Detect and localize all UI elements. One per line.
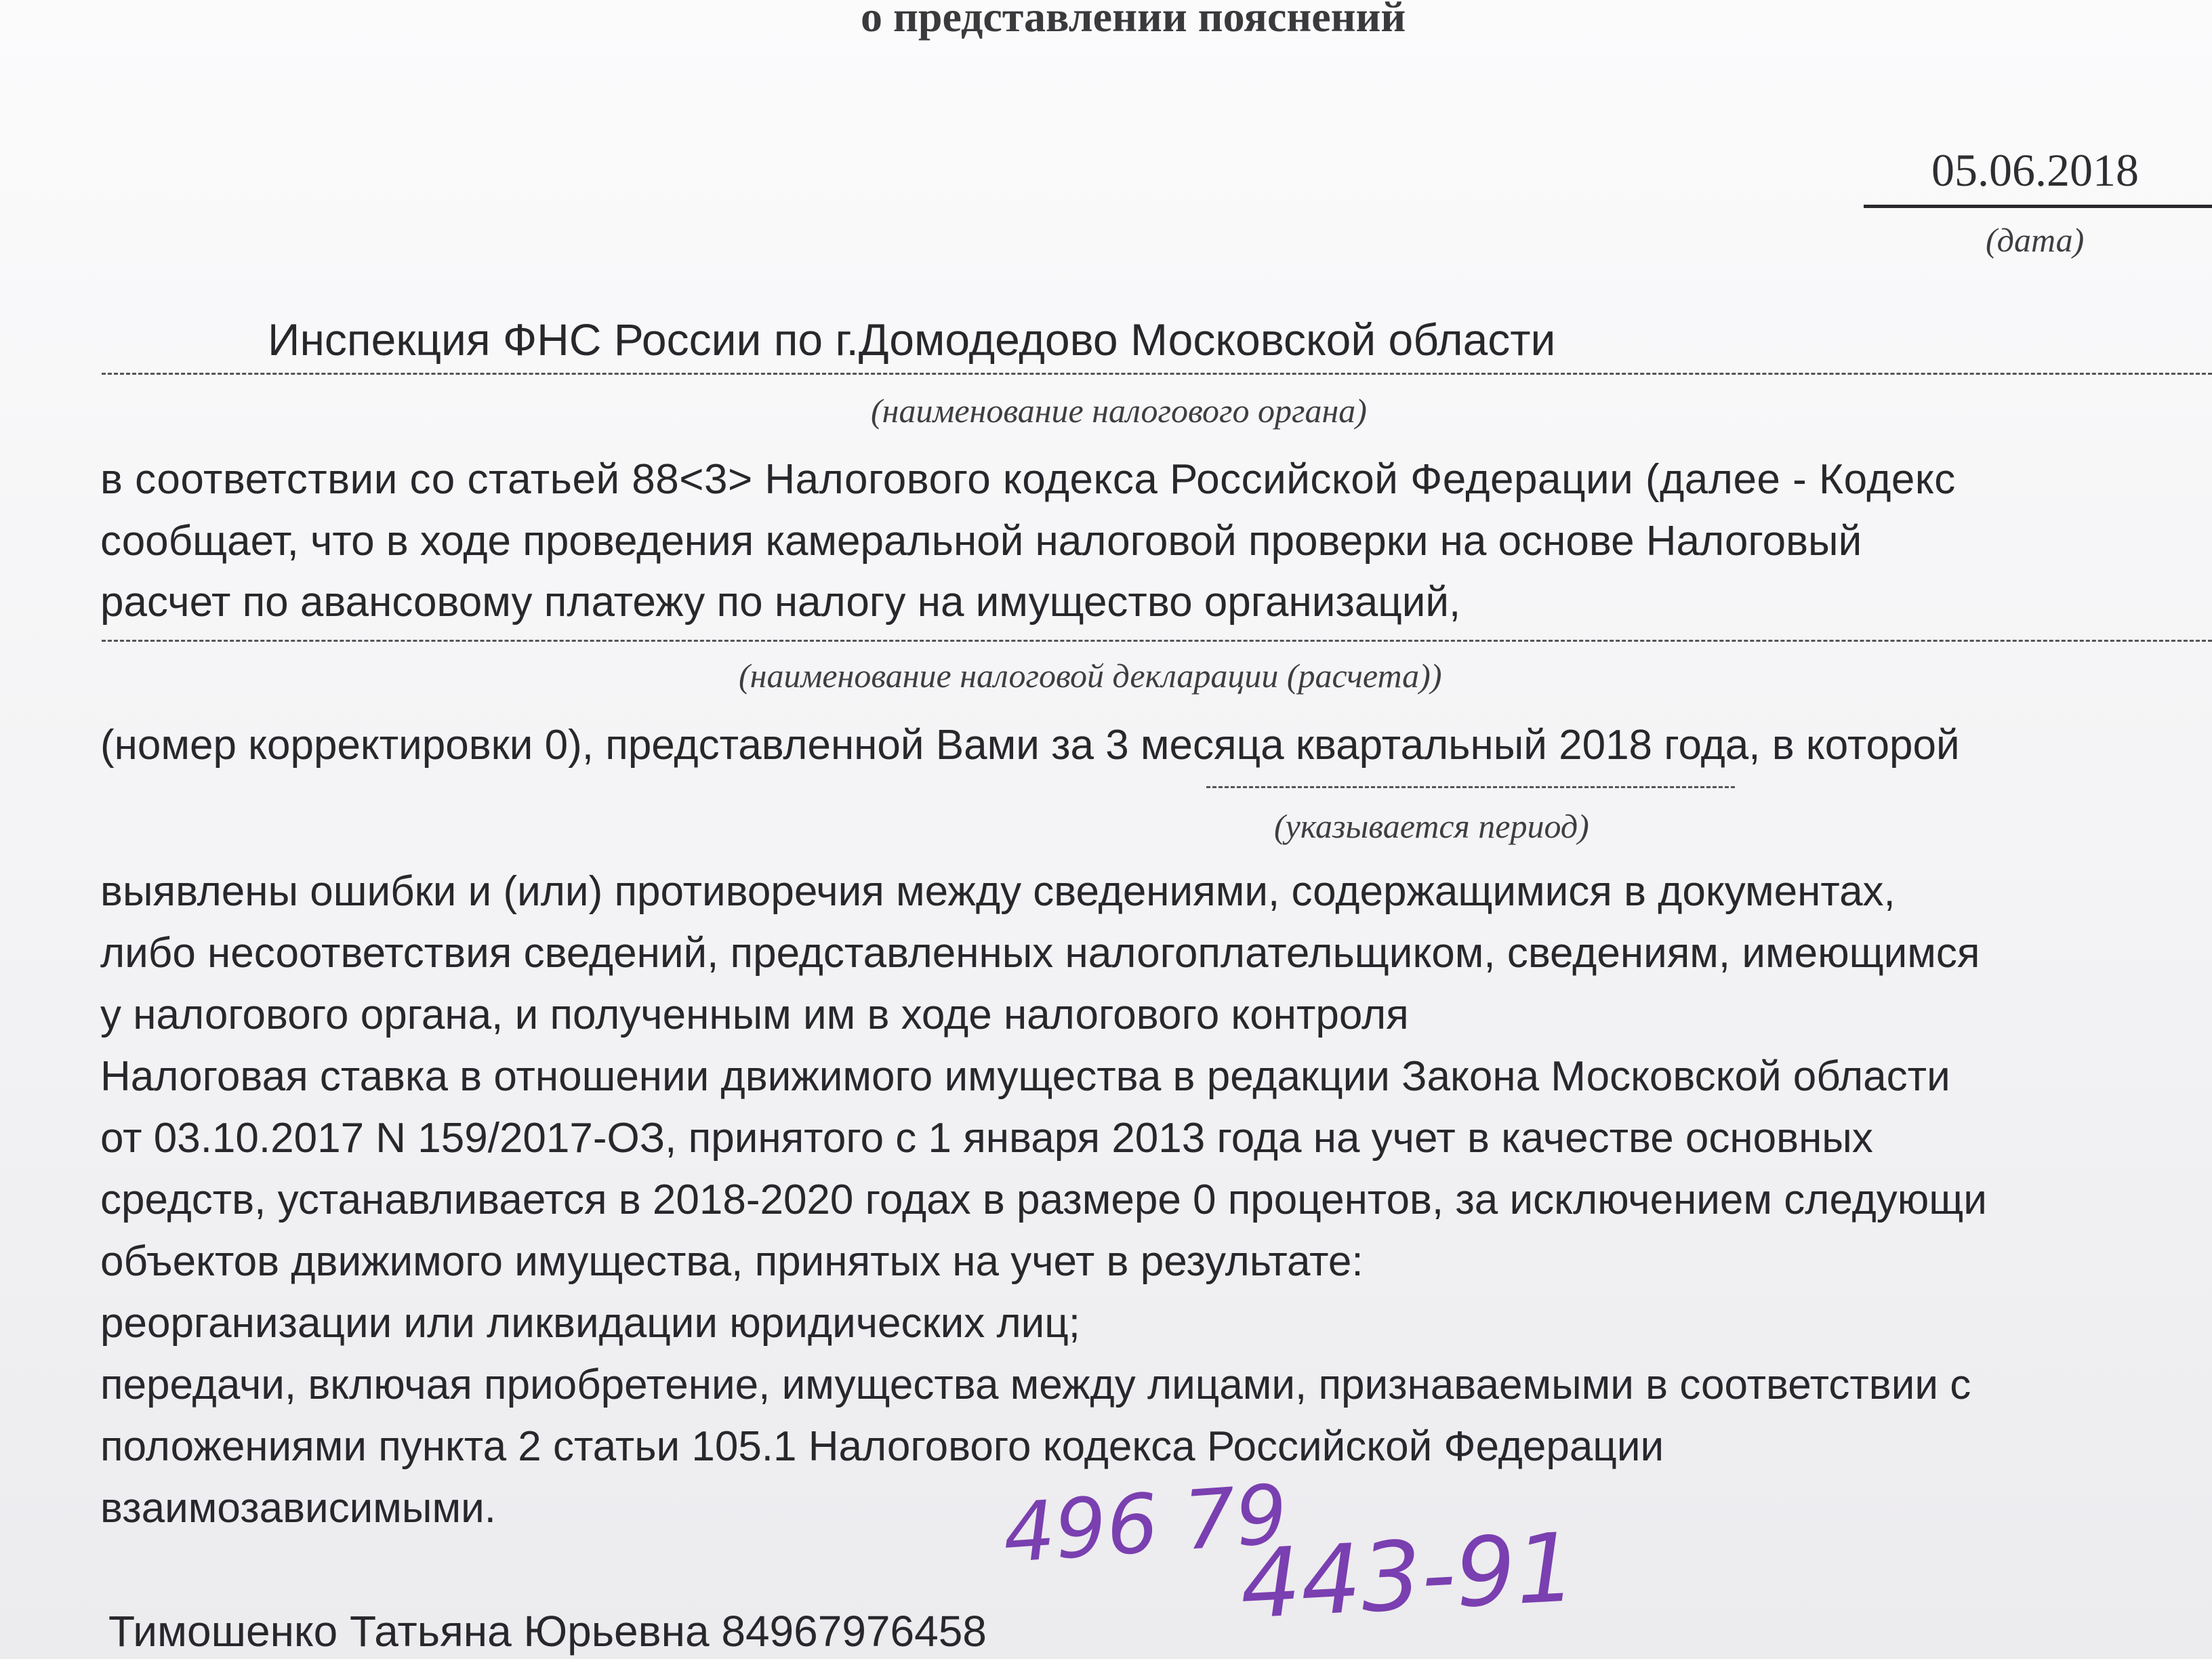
authority-label: (наименование налогового органа) xyxy=(871,392,1367,430)
body-line-1: в соответствии со статьей 88<3> Налогового кодекса Российской Федерации (далее - Кодекс xyxy=(100,456,1956,503)
paragraph-line: реорганизации или ликвидации юридических лиц; xyxy=(100,1300,1081,1347)
period-label: (указывается период) xyxy=(1274,807,1589,845)
paragraph-line: объектов движимого имущества, принятых на учет в результате: xyxy=(100,1238,1364,1285)
paragraph-line: от 03.10.2017 N 159/2017-ОЗ, принятого с 1 января 2013 года на учет в качестве основных xyxy=(100,1115,1873,1162)
declaration-underline xyxy=(102,640,2212,642)
declaration-name: расчет по авансовому платежу по налогу на имущество организаций, xyxy=(100,579,1461,626)
tax-authority-name: Инспекция ФНС России по г.Домодедово Московской области xyxy=(268,314,1556,365)
paragraph-line: передачи, включая приобретение, имущества между лицами, признаваемыми в соответствии с xyxy=(100,1361,1971,1408)
signatory-name-phone: Тимошенко Татьяна Юрьевна 84967976458 xyxy=(108,1607,987,1656)
handwritten-note-1: 496 79 xyxy=(1000,1467,1291,1582)
document-title: о представлении пояснений xyxy=(861,0,1406,41)
paragraph-line: у налогового органа, и полученным им в ходе налогового контроля xyxy=(100,991,1409,1038)
paragraph-line: взаимозависимыми. xyxy=(100,1485,496,1532)
paragraph-line: положениями пункта 2 статьи 105.1 Налогового кодекса Российской Федерации xyxy=(100,1423,1664,1470)
date-label: (дата) xyxy=(1986,221,2085,259)
period-line: (номер корректировки 0), представленной Вами за 3 месяца квартальный 2018 года, в которой xyxy=(100,722,1960,769)
paragraph-line: Налоговая ставка в отношении движимого имущества в редакции Закона Московской области xyxy=(100,1053,1950,1100)
authority-underline xyxy=(102,373,2212,375)
date-value: 05.06.2018 xyxy=(1931,144,2139,196)
paragraph-line: либо несоответствия сведений, представленных налогоплательщиком, сведениям, имеющимся xyxy=(100,930,1980,977)
handwritten-note-2: 443-91 xyxy=(1237,1513,1579,1641)
period-underline xyxy=(1206,786,1735,788)
paragraph-line: выявлены ошибки и (или) противоречия между сведениями, содержащимися в документах, xyxy=(100,868,1896,915)
declaration-label: (наименование налоговой декларации (расчета)) xyxy=(739,657,1442,695)
body-line-2: сообщает, что в ходе проведения камеральной налоговой проверки на основе Налоговый xyxy=(100,518,1862,565)
paragraph-line: средств, устанавливается в 2018-2020 годах в размере 0 процентов, за исключением следующи xyxy=(100,1176,1987,1223)
date-underline xyxy=(1864,205,2212,208)
